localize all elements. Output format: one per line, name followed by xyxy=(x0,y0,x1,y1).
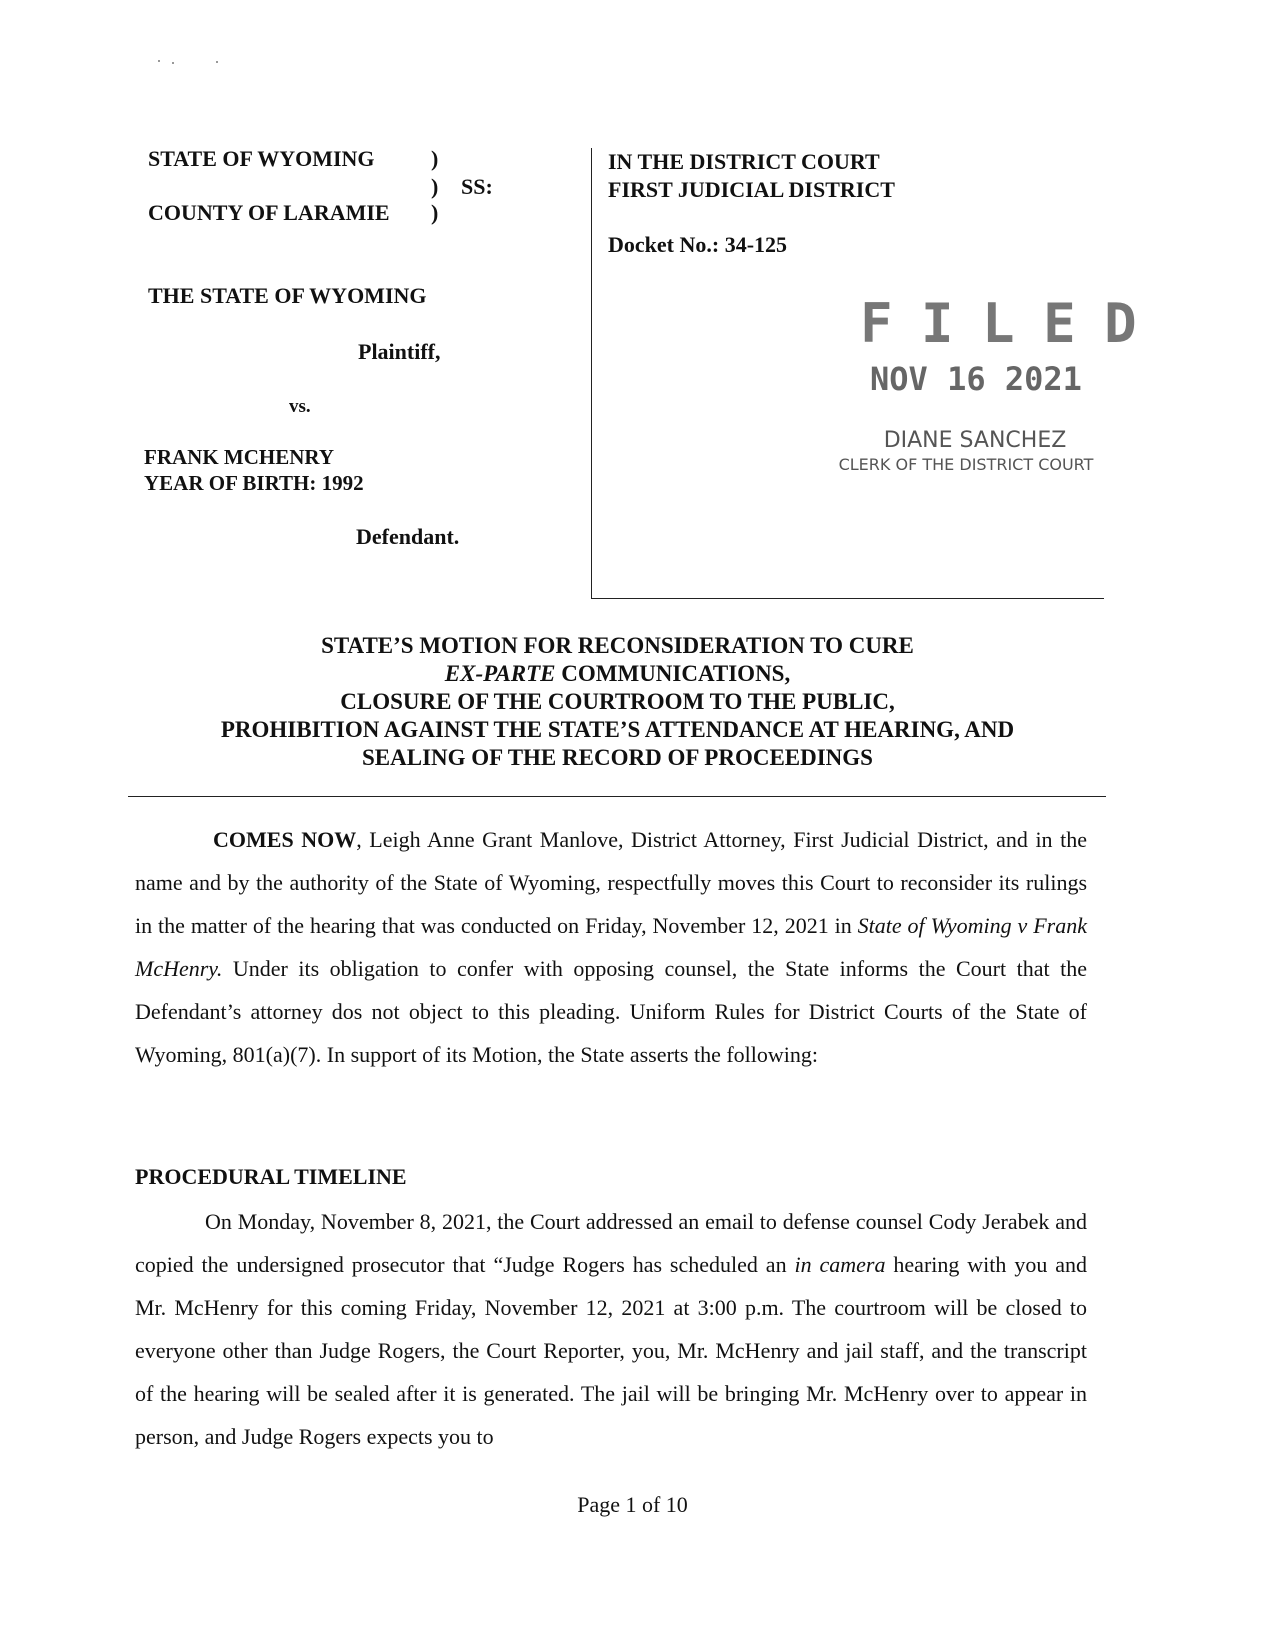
timeline-paragraph xyxy=(135,1200,1087,1458)
court-name: IN THE DISTRICT COURT xyxy=(608,149,880,174)
intro-text-2: Under its obligation to confer with opposing counsel, the State informs the Court that the Defendant’s attorney dos not object to this pleading. Uniform Rules for District Courts of the State of Wyoming, 801(a)(7). In support of its Motion, the State asserts the following: xyxy=(135,956,1087,1067)
in-camera-term: in camera xyxy=(794,1252,886,1277)
motion-title xyxy=(130,632,1105,772)
title-line-1: STATE’S MOTION FOR RECONSIDERATION TO CURE xyxy=(321,633,914,658)
caption-paren: ) xyxy=(431,174,439,199)
defendant-name: FRANK MCHENRY xyxy=(144,445,334,469)
caption-state-line: STATE OF WYOMING xyxy=(148,146,375,171)
plaintiff-label: Plaintiff, xyxy=(358,339,441,364)
caption-county-line: COUNTY OF LARAMIE xyxy=(148,200,390,225)
plaintiff-name: THE STATE OF WYOMING xyxy=(148,283,427,308)
caption-paren: ) xyxy=(431,146,439,171)
caption-ss: SS: xyxy=(461,174,493,199)
clerk-title: CLERK OF THE DISTRICT COURT xyxy=(838,455,1094,474)
filed-stamp: F I L E D xyxy=(860,292,1135,355)
case-name: State of Wyoming v Frank McHenry. xyxy=(135,913,1087,981)
intro-text-1: , Leigh Anne Grant Manlove, District Attorney, First Judicial District, and in the name and by the authority of the State of Wyoming, respectfully moves this Court to reconsider its rulings in the matter of the hearing that was conducted on Friday, November 12, 2021 in xyxy=(135,827,1087,938)
title-line-3: CLOSURE OF THE COURTROOM TO THE PUBLIC, xyxy=(340,689,895,714)
scan-speck xyxy=(172,62,174,64)
timeline-text-1: On Monday, November 8, 2021, the Court addressed an email to defense counsel Cody Jerabek and copied the undersigned prosecutor that “Judge Rogers has scheduled an xyxy=(135,1209,1087,1277)
title-line-4: PROHIBITION AGAINST THE STATE’S ATTENDANCE AT HEARING, AND xyxy=(220,717,1015,742)
title-bottom-divider xyxy=(128,796,1106,797)
timeline-text-2: hearing with you and Mr. McHenry for this coming Friday, November 12, 2021 at 3:00 p.m. The courtroom will be closed to everyone other than Judge Rogers, the Court Reporter, you, Mr. McHenry and jail staff, and the transcript of the hearing will be sealed after it is generated. The jail will be bringing Mr. McHenry over to appear in person, and Judge Rogers expects you to xyxy=(135,1252,1087,1449)
clerk-name: DIANE SANCHEZ xyxy=(883,428,1067,453)
defendant-birth-year: YEAR OF BIRTH: 1992 xyxy=(144,471,364,495)
section-heading: PROCEDURAL TIMELINE xyxy=(135,1164,407,1189)
court-district: FIRST JUDICIAL DISTRICT xyxy=(608,177,895,202)
intro-paragraph xyxy=(135,818,1087,1076)
comes-now-lead: COMES NOW xyxy=(213,827,357,852)
filed-date: NOV 16 2021 xyxy=(870,360,1082,398)
caption-paren: ) xyxy=(431,200,439,225)
scan-speck xyxy=(158,60,160,62)
scan-speck xyxy=(216,61,218,63)
caption-vertical-divider xyxy=(591,148,592,598)
title-ex-parte: EX-PARTE xyxy=(444,661,556,686)
title-line-5: SEALING OF THE RECORD OF PROCEEDINGS xyxy=(362,745,873,770)
title-line-2 xyxy=(130,660,1105,688)
defendant-label: Defendant. xyxy=(356,524,460,549)
caption-bottom-divider xyxy=(591,598,1104,599)
docket-number: Docket No.: 34-125 xyxy=(608,232,788,257)
page-number: Page 1 of 10 xyxy=(577,1492,688,1517)
versus-label: vs. xyxy=(289,396,311,417)
title-line-2-rest: COMMUNICATIONS, xyxy=(555,661,791,686)
